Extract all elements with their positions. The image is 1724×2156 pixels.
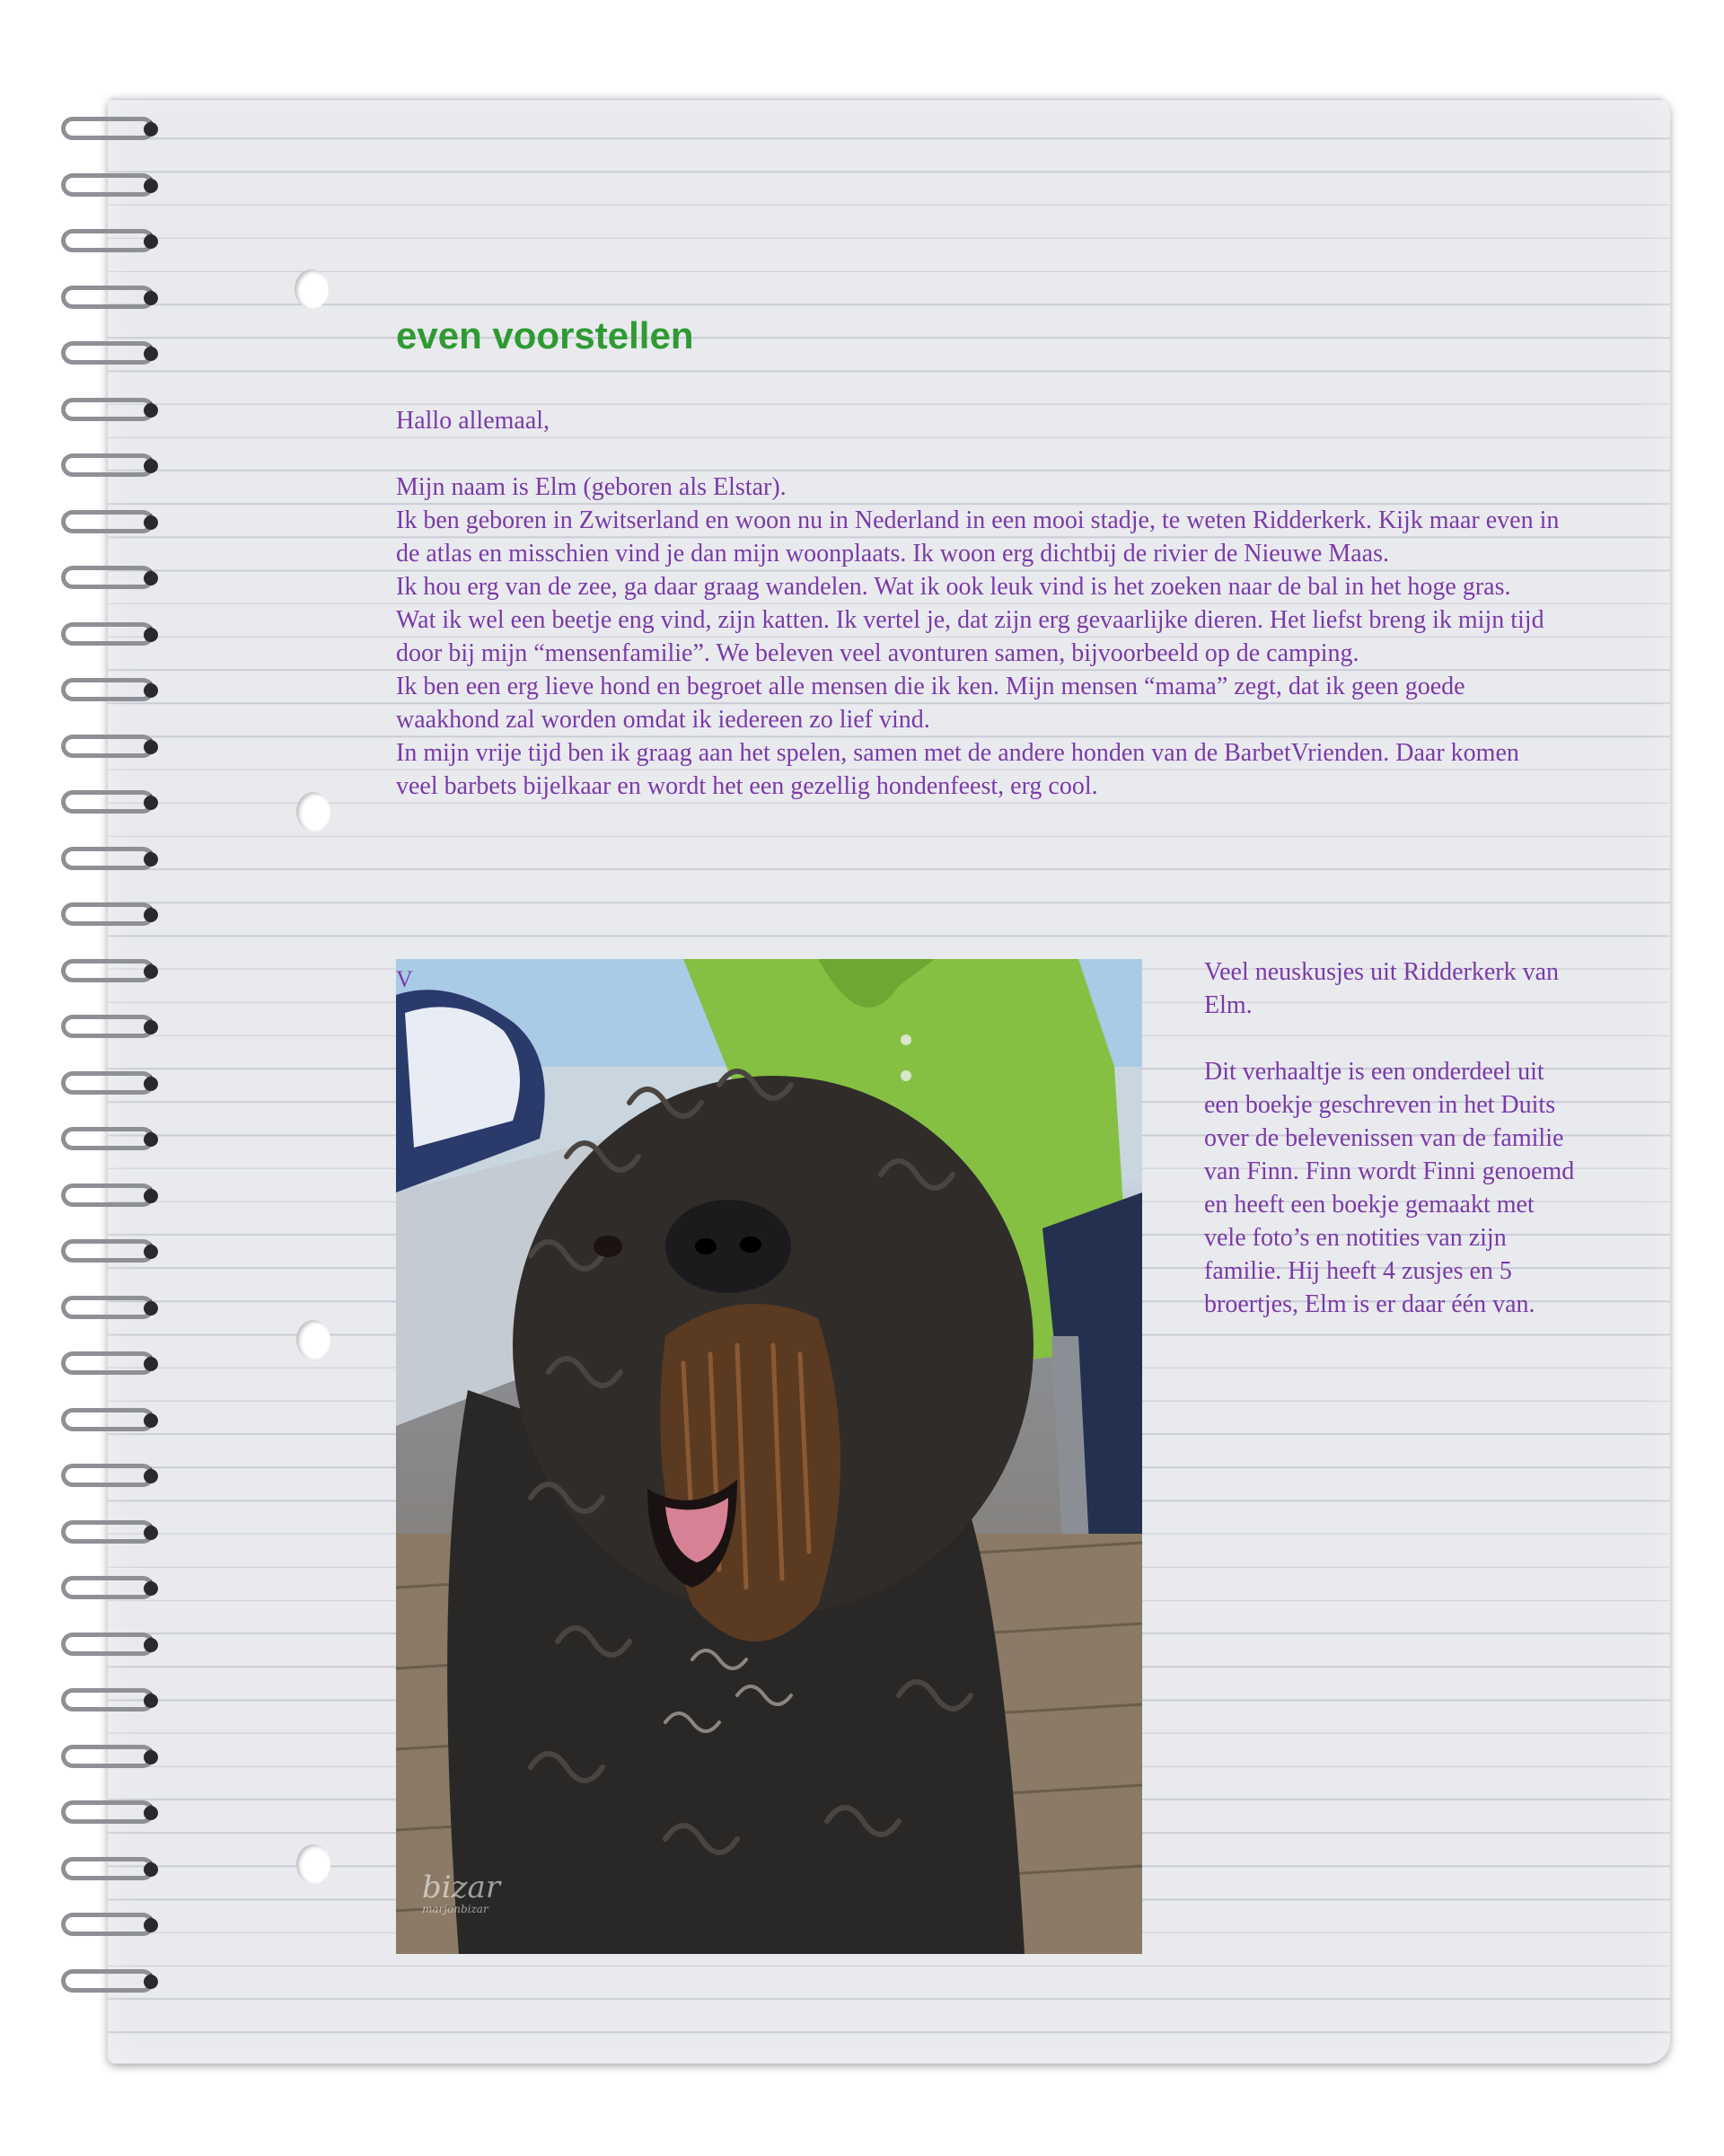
letter-paragraph: Wat ik wel een beetje eng vind, zijn katten. Ik vertel je, dat zijn erg gevaarlijke dieren. Het liefst breng ik mijn tijd door bij mijn “mensenfamilie”. We beleven veel avonturen samen, bijvoorbeeld op de camping. <box>396 606 1544 667</box>
spiral-ring <box>52 1745 158 1772</box>
dog-photo <box>396 959 1142 1954</box>
spiral-ring <box>52 1071 158 1098</box>
caption-greeting: Veel neuskusjes uit Ridderkerk van Elm. <box>1204 958 1560 1019</box>
letter-paragraph: Ik hou erg van de zee, ga daar graag wandelen. Wat ik ook leuk vind is het zoeken naar de bal in het hoge gras. <box>396 573 1511 601</box>
spiral-ring <box>52 229 158 256</box>
spiral-ring <box>52 1688 158 1715</box>
spiral-ring <box>52 735 158 761</box>
spiral-ring <box>52 678 158 705</box>
punch-hole <box>296 1844 330 1884</box>
spiral-ring <box>52 510 158 537</box>
spiral-ring <box>52 1576 158 1603</box>
punch-hole <box>296 1320 330 1360</box>
spiral-ring <box>52 1913 158 1940</box>
spiral-ring <box>52 1127 158 1154</box>
spiral-ring <box>52 1520 158 1547</box>
stray-letter: V <box>396 966 413 992</box>
spiral-ring <box>52 1800 158 1827</box>
paragraph-gap <box>1204 1022 1581 1055</box>
photographer-watermark <box>422 1872 500 1915</box>
dog-photo-illustration <box>396 959 1142 1954</box>
letter-paragraph: Ik ben geboren in Zwitserland en woon nu in Nederland in een mooi stadje, te weten Ridderkerk. Kijk maar even in de atlas en misschien vind je dan mijn woonplaats. Ik woon erg dichtbij de rivier de Nieuwe Maas. <box>396 506 1560 568</box>
spiral-ring <box>52 1351 158 1378</box>
spiral-ring <box>52 1969 158 1996</box>
spiral-ring <box>52 1015 158 1042</box>
spiral-ring <box>52 453 158 480</box>
caption-note: Dit verhaaltje is een onderdeel uit een boekje geschreven in het Duits over de belevenissen van de familie van Finn. Finn wordt Finni genoemd en heeft een boekje gemaakt met vele foto’s en notities van zijn familie. Hij heeft 4 zusjes en 5 broertjes, Elm is er daar één van. <box>1204 1058 1575 1318</box>
watermark-subtext: marjonbizar <box>422 1903 488 1915</box>
letter-paragraph: Mijn naam is Elm (geboren als Elstar). <box>396 473 787 501</box>
spiral-ring <box>52 286 158 312</box>
paragraph-gap <box>396 437 1563 471</box>
spiral-ring <box>52 902 158 929</box>
spiral-ring <box>52 959 158 986</box>
spiral-ring <box>52 1184 158 1210</box>
spiral-ring <box>52 341 158 368</box>
spiral-ring <box>52 117 158 144</box>
spiral-ring <box>52 398 158 425</box>
spiral-ring <box>52 566 158 593</box>
spiral-ring <box>52 1239 158 1266</box>
spiral-ring <box>52 1464 158 1491</box>
spiral-ring <box>52 790 158 817</box>
punch-hole <box>295 269 329 309</box>
spiral-ring <box>52 173 158 200</box>
watermark-logo: bizar <box>422 1870 501 1905</box>
spiral-ring <box>52 1857 158 1884</box>
letter-body <box>396 404 1563 803</box>
letter-paragraph: Ik ben een erg lieve hond en begroet alle mensen die ik ken. Mijn mensen “mama” zegt, dat ik geen goede waakhond zal worden omdat ik iedereen zo lief vind. <box>396 673 1465 734</box>
spiral-ring <box>52 1408 158 1435</box>
spiral-ring <box>52 847 158 874</box>
letter-greeting: Hallo allemaal, <box>396 407 550 435</box>
photo-caption <box>1204 955 1581 1321</box>
spiral-ring <box>52 622 158 649</box>
spiral-ring <box>52 1632 158 1659</box>
letter-paragraph: In mijn vrije tijd ben ik graag aan het spelen, samen met de andere honden van de BarbetVrienden. Daar komen veel barbets bijelkaar en wordt het een gezellig hondenfeest, erg cool. <box>396 739 1519 800</box>
spiral-ring <box>52 1296 158 1323</box>
punch-hole <box>296 792 330 832</box>
spiral-binding <box>52 117 169 2020</box>
page-title: even voorstellen <box>396 314 694 356</box>
